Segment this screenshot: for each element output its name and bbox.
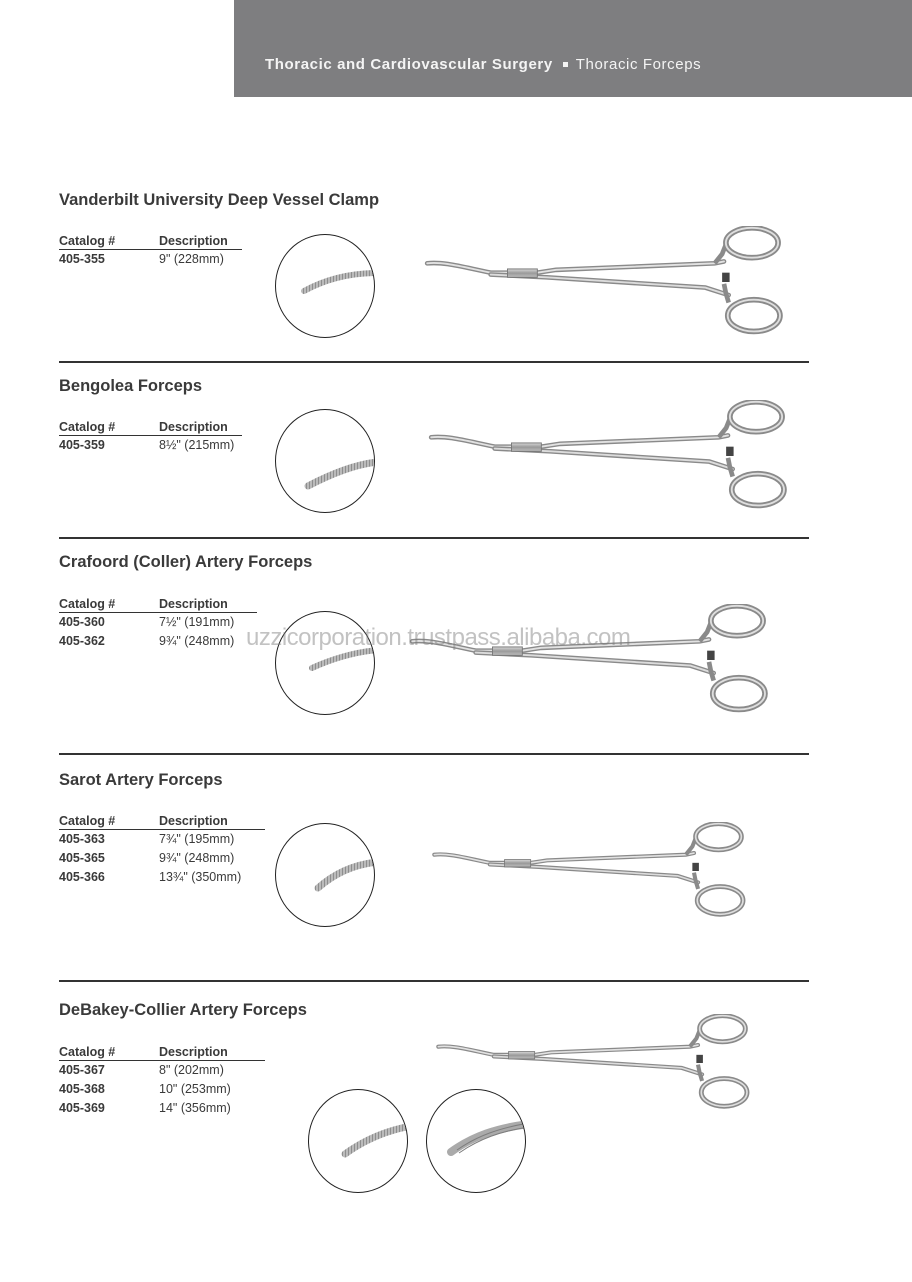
catalog-header: Catalog # <box>59 597 159 613</box>
catalog-header: Catalog # <box>59 234 159 250</box>
catalog-header: Catalog # <box>59 1045 159 1061</box>
description-value: 10" (253mm) <box>159 1082 231 1096</box>
forceps-illustration-icon <box>392 604 802 716</box>
section-divider <box>59 753 809 755</box>
product-title: Sarot Artery Forceps <box>59 771 223 789</box>
catalog-number: 405-363 <box>59 832 105 846</box>
forceps-illustration-icon <box>422 226 802 338</box>
product-section-bengolea <box>59 377 809 452</box>
description-value: 9¾" (248mm) <box>159 634 235 648</box>
description-header: Description <box>159 1045 265 1061</box>
section-divider <box>59 537 809 539</box>
table-row <box>59 1080 265 1099</box>
product-title: DeBakey-Collier Artery Forceps <box>59 1001 307 1019</box>
catalog-number: 405-360 <box>59 615 105 629</box>
header-band <box>234 0 912 97</box>
breadcrumb-category: Thoracic and Cardiovascular Surgery <box>265 56 553 73</box>
catalog-number: 405-365 <box>59 851 105 865</box>
description-value: 9¾" (248mm) <box>159 851 235 865</box>
description-header: Description <box>159 814 265 830</box>
jaw-detail-circle-icon <box>275 409 375 513</box>
description-value: 9" (228mm) <box>159 252 224 266</box>
catalog-header: Catalog # <box>59 814 159 830</box>
jaw-detail-circle-icon <box>308 1089 408 1193</box>
table-row <box>59 436 242 456</box>
description-value: 8½" (215mm) <box>159 438 235 452</box>
catalog-number: 405-359 <box>59 438 105 452</box>
description-value: 14" (356mm) <box>159 1101 231 1115</box>
product-section-vanderbilt <box>59 191 809 266</box>
breadcrumb <box>265 56 701 73</box>
description-value: 7½" (191mm) <box>159 615 235 629</box>
spec-table <box>59 597 257 651</box>
catalog-number: 405-367 <box>59 1063 105 1077</box>
table-row <box>59 849 265 868</box>
product-title: Bengolea Forceps <box>59 377 203 395</box>
catalog-number: 405-355 <box>59 252 105 266</box>
forceps-illustration-icon <box>404 822 788 920</box>
forceps-illustration-icon <box>426 400 806 512</box>
description-value: 13¾" (350mm) <box>159 870 242 884</box>
description-value: 7¾" (195mm) <box>159 832 235 846</box>
catalog-number: 405-366 <box>59 870 105 884</box>
description-header: Description <box>159 420 242 436</box>
table-row <box>59 1099 265 1118</box>
breadcrumb-subcategory: Thoracic Forceps <box>575 56 702 73</box>
table-row <box>59 1061 265 1081</box>
catalog-number: 405-369 <box>59 1101 105 1115</box>
spec-table <box>59 814 265 887</box>
catalog-number: 405-368 <box>59 1082 105 1096</box>
jaw-detail-circle-icon <box>426 1089 526 1193</box>
watermark-text: uzzicorporation.trustpass.alibaba.com <box>246 624 631 651</box>
table-row <box>59 250 242 270</box>
spec-table <box>59 234 242 269</box>
product-title: Vanderbilt University Deep Vessel Clamp <box>59 191 380 209</box>
table-row <box>59 868 265 887</box>
square-bullet-icon <box>563 62 568 67</box>
description-header: Description <box>159 234 242 250</box>
description-value: 8" (202mm) <box>159 1063 224 1077</box>
catalog-number: 405-362 <box>59 634 105 648</box>
description-header: Description <box>159 597 257 613</box>
product-section-sarot <box>59 771 809 884</box>
spec-table <box>59 420 242 455</box>
jaw-detail-circle-icon <box>275 823 375 927</box>
table-row <box>59 613 257 633</box>
catalog-header: Catalog # <box>59 420 159 436</box>
spec-table <box>59 1045 265 1118</box>
table-row <box>59 632 257 651</box>
section-divider <box>59 361 809 363</box>
jaw-detail-circle-icon <box>275 234 375 338</box>
table-row <box>59 830 265 850</box>
section-divider <box>59 980 809 982</box>
product-title: Crafoord (Coller) Artery Forceps <box>59 553 313 571</box>
